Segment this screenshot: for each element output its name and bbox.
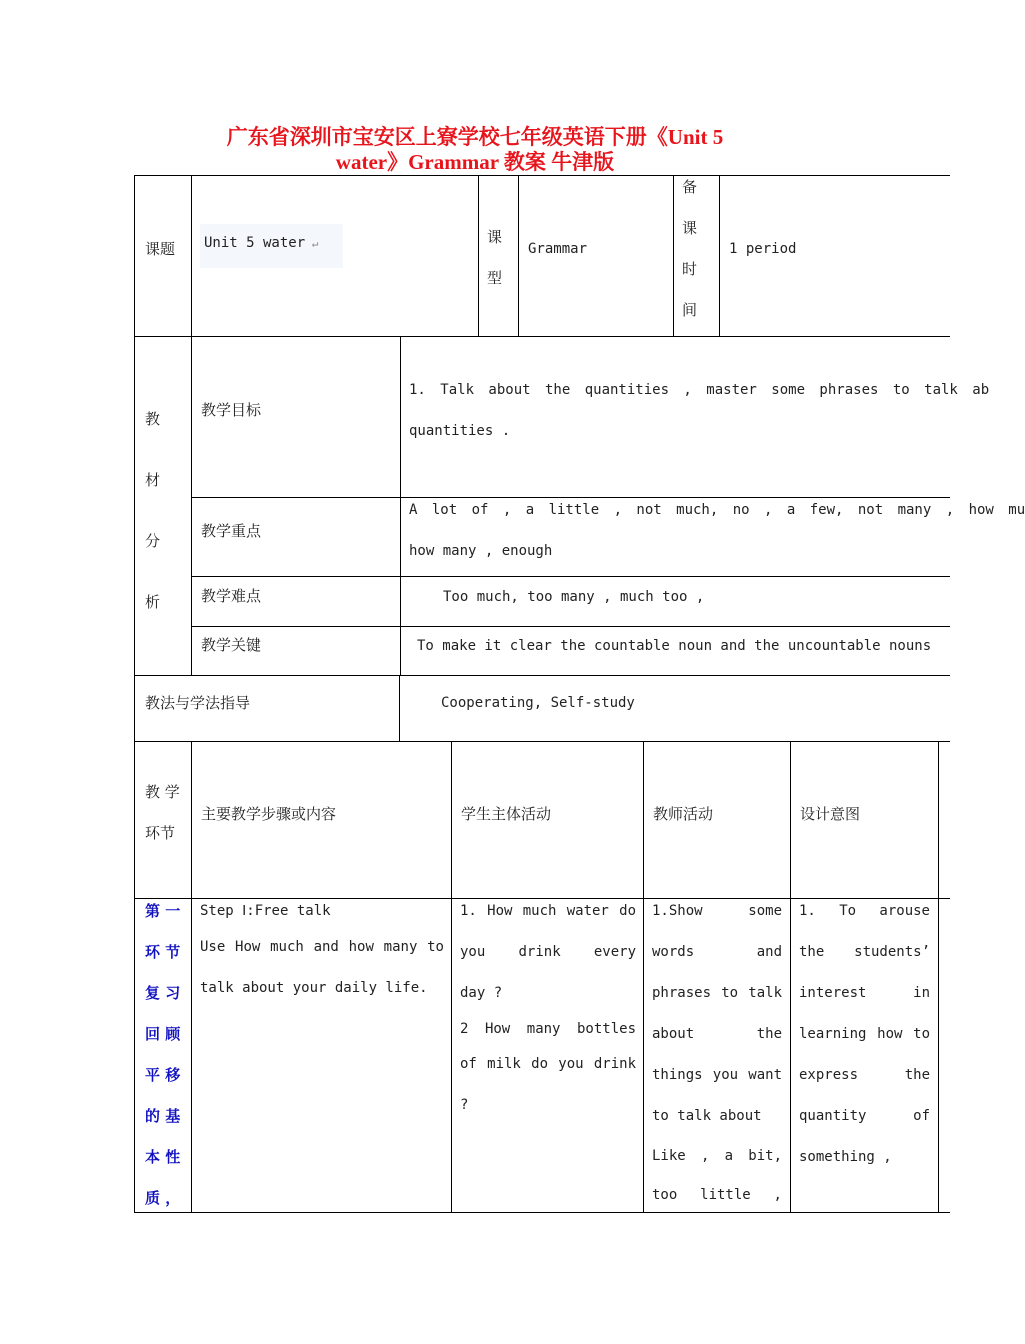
crux-text: To make it clear the countable noun and the uncountable nouns (417, 638, 932, 654)
step1-student-line: 2 How many bottles (460, 1021, 636, 1037)
key-points-line: how many , enough (409, 543, 553, 559)
step1-teacher-line: words and (652, 944, 782, 960)
prep-time-label-char: 课 (682, 219, 698, 237)
step1-stage-line: 本 性 (145, 1148, 181, 1166)
step1-student-activity (460, 891, 636, 1126)
step1-student-line: ? (460, 1097, 469, 1113)
step1-content-line: Use How much and how many to (200, 939, 444, 955)
key-points-line: A lot of , a little , not much, no , a few, not many , how mu (409, 502, 1025, 518)
type-label (487, 217, 502, 299)
key-points-text (409, 490, 1025, 572)
step1-design-line: 1. To arouse (799, 903, 930, 919)
step1-teacher-line: phrases to talk (652, 985, 782, 1001)
step1-design-intent (799, 891, 930, 1178)
teacher-activity-header: 教师活动 (653, 805, 714, 823)
method-label: 教法与学法指导 (145, 694, 251, 712)
prep-time-label-char: 时 (682, 260, 698, 278)
analysis-label-char: 教 (145, 410, 161, 428)
prep-time-label-char: 备 (682, 178, 698, 196)
design-intent-header: 设计意图 (800, 805, 861, 823)
analysis-label (145, 389, 160, 633)
goal-text-line: quantities . (409, 423, 511, 439)
prep-time-label-char: 间 (682, 301, 698, 319)
step1-design-line: learning how to (799, 1026, 930, 1042)
stage-header-line: 教 学 (145, 783, 180, 801)
type-value: Grammar (528, 241, 588, 257)
step1-teacher-line: to talk about (652, 1108, 762, 1124)
prep-time-label (682, 167, 697, 331)
step1-content-line: Step Ⅰ:Free talk (200, 903, 331, 919)
step1-stage (145, 891, 185, 1219)
goal-label: 教学目标 (201, 401, 262, 419)
step1-content-line: talk about your daily life. (200, 980, 428, 996)
step1-student-line: 1. How much water do (460, 903, 636, 919)
method-text: Cooperating, Self-study (441, 695, 635, 711)
step1-design-line: something , (799, 1149, 892, 1165)
analysis-label-char: 析 (145, 593, 161, 611)
step1-stage-line: 质 ， (145, 1189, 181, 1207)
goal-text-line: 1. Talk about the quantities , master some phrases to talk ab (409, 382, 990, 398)
step1-teacher-line: about the (652, 1026, 782, 1042)
step1-teacher-activity (652, 891, 782, 1216)
document-title-line-2: water》Grammar 教案 牛津版 (335, 150, 615, 174)
student-activity-header: 学生主体活动 (461, 805, 552, 823)
step1-design-line: the students’ (799, 944, 930, 960)
topic-value-text: Unit 5 water (204, 235, 306, 251)
goal-text (409, 370, 990, 452)
step1-teacher-line: 1.Show some (652, 903, 782, 919)
type-label-char: 型 (487, 269, 503, 287)
step1-teacher-line: too little , (652, 1187, 782, 1203)
step1-stage-line: 的 基 (145, 1107, 181, 1125)
paragraph-mark-icon: ↵ (305, 237, 319, 250)
difficulty-text: Too much, too many , much too , (443, 589, 705, 605)
step1-stage-line: 回 顾 (145, 1025, 181, 1043)
stage-header (145, 772, 185, 854)
topic-value (200, 224, 343, 268)
step1-student-line: day ? (460, 985, 503, 1001)
step1-design-line: interest in (799, 985, 930, 1001)
step1-student-line: of milk do you drink (460, 1056, 636, 1072)
step1-teacher-line: things you want (652, 1067, 782, 1083)
step1-design-line: express the (799, 1067, 930, 1083)
key-points-label: 教学重点 (201, 522, 262, 540)
analysis-label-char: 分 (145, 532, 161, 550)
step1-student-line: you drink every (460, 944, 636, 960)
prep-time-value: 1 period (729, 241, 797, 257)
analysis-label-char: 材 (145, 471, 161, 489)
step1-stage-line: 复 习 (145, 984, 181, 1002)
content-header: 主要教学步骤或内容 (201, 805, 337, 823)
topic-label: 课题 (145, 240, 176, 258)
stage-header-line: 环节 (145, 824, 176, 842)
type-label-char: 课 (487, 228, 503, 246)
difficulty-label: 教学难点 (201, 587, 262, 605)
step1-design-line: quantity of (799, 1108, 930, 1124)
step1-teacher-line: Like , a bit, (652, 1148, 782, 1164)
step1-stage-line: 平 移 (145, 1066, 181, 1084)
step1-stage-line: 第 一 (145, 902, 181, 920)
step1-stage-line: 环 节 (145, 943, 181, 961)
document-title-line-1: 广东省深圳市宝安区上寮学校七年级英语下册《Unit 5 (226, 125, 724, 149)
crux-label: 教学关键 (201, 636, 262, 654)
step1-content (200, 901, 444, 1009)
